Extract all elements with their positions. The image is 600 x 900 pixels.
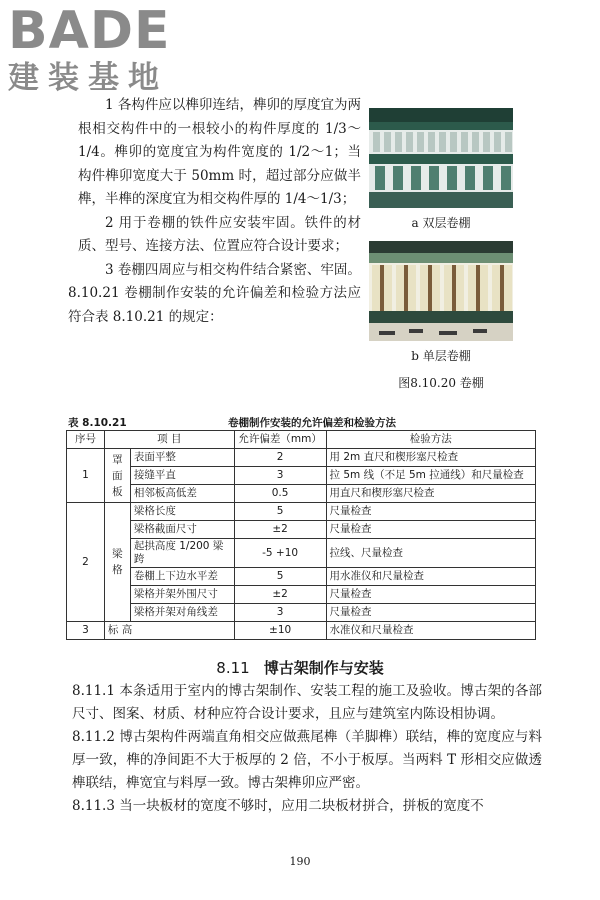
row-method: 尺量检查 (326, 604, 535, 622)
table-row (67, 539, 536, 568)
row-tolerance: -5 +10 (234, 539, 326, 568)
table-row (67, 622, 536, 640)
logo-subtitle: 建装基地 (8, 60, 168, 96)
row-item: 接缝平直 (130, 467, 234, 485)
row-item: 梁格长度 (130, 503, 234, 521)
double-layer-roof-photo (369, 108, 513, 208)
row-method: 尺量检查 (326, 586, 535, 604)
section-number: 8.11 (216, 659, 250, 677)
tolerance-table (66, 430, 536, 640)
row-item: 梁格并架对角线差 (130, 604, 234, 622)
figure-title: 图8.10.20 卷棚 (398, 376, 484, 390)
row-tolerance: ±2 (234, 521, 326, 539)
paragraph-3: 3 卷棚四周应与相交构件结合紧密、牢固。 (105, 261, 361, 278)
row-tolerance: 3 (234, 604, 326, 622)
row-item: 梁格截面尺寸 (130, 521, 234, 539)
row-method: 用 2m 直尺和楔形塞尺检查 (326, 449, 535, 467)
group-seq: 2 (67, 503, 105, 622)
header-method: 检验方法 (326, 431, 535, 449)
row-item: 表面平整 (130, 449, 234, 467)
row-item: 梁格并架外围尺寸 (130, 586, 234, 604)
row-item: 卷棚上下边水平差 (130, 568, 234, 586)
group-label: 标 高 (104, 622, 234, 640)
row-tolerance: 2 (234, 449, 326, 467)
paragraph-2: 2 用于卷棚的铁件应安装牢固。铁件的材质、型号、连接方法、位置应符合设计要求； (78, 214, 361, 254)
row-tolerance: 3 (234, 467, 326, 485)
figure-8-10-20 (366, 108, 516, 391)
clause-8-10-21: 8.10.21 卷棚制作安装的允许偏差和检验方法应符合表 8.10.21 的规定： (68, 285, 361, 325)
paragraph-1: 1 各构件应以榫卯连结，榫卯的厚度宜为两根相交构件中的一根较小的构件厚度的 1/3～1/4。榫卯的宽度宜为构件宽度的 1/2～1；当构件榫卯宽度大于 50mm 时，超过部分应做半榫，半榫的深度宜为相交构件厚的 1/4～1/3； (78, 97, 361, 207)
table-header-row (67, 431, 536, 449)
clause-8-11-3: 8.11.3 当一块板材的宽度不够时，应用二块板材拼合，拼板的宽度不 (72, 798, 484, 814)
table-row (67, 586, 536, 604)
group-label: 梁格 (104, 503, 130, 622)
row-tolerance: 0.5 (234, 485, 326, 503)
row-method: 尺量检查 (326, 503, 535, 521)
row-tolerance: 5 (234, 503, 326, 521)
header-seq: 序号 (67, 431, 105, 449)
group-seq: 3 (67, 622, 105, 640)
row-method: 拉线、尺量检查 (326, 539, 535, 568)
row-item: 起拱高度 1/200 梁跨 (130, 539, 234, 568)
intro-paragraphs (68, 94, 361, 329)
page-number: 190 (289, 855, 311, 868)
single-layer-roof-photo (369, 241, 513, 341)
bade-logo (8, 1, 171, 96)
logo-brand: BADE (8, 1, 171, 61)
row-tolerance: ±2 (234, 586, 326, 604)
row-method: 拉 5m 线（不足 5m 拉通线）和尺量检查 (326, 467, 535, 485)
table-number: 表 8.10.21 (68, 417, 127, 429)
table-row (67, 604, 536, 622)
table-title: 卷棚制作安装的允许偏差和检验方法 (228, 417, 396, 429)
row-method: 用水准仪和尺量检查 (326, 568, 535, 586)
group-label: 罩面板 (104, 449, 130, 503)
figure-caption-b: b 单层卷棚 (411, 349, 471, 363)
group-seq: 1 (67, 449, 105, 503)
table-row (67, 503, 536, 521)
row-method: 尺量检查 (326, 521, 535, 539)
row-tolerance: 5 (234, 568, 326, 586)
clause-8-11-2: 8.11.2 博古架构件两端直角相交应做燕尾榫（羊脚榫）联结，榫的宽度应与料厚一致，榫的净间距不大于板厚的 2 倍，不小于板厚。当两料 T 形相交应做透榫联结，榫宽宜与料厚一致。博古架榫卯应严密。 (72, 729, 542, 791)
header-item: 项 目 (104, 431, 234, 449)
row-tolerance: ±10 (234, 622, 326, 640)
clause-8-11-1: 8.11.1 本条适用于室内的博古架制作、安装工程的施工及验收。博古架的各部尺寸、图案、材质、材种应符合设计要求，且应与建筑室内陈设相协调。 (72, 683, 542, 722)
row-item: 相邻板高低差 (130, 485, 234, 503)
section-title-text: 博古架制作与安装 (263, 659, 384, 677)
header-tolerance: 允许偏差（mm） (234, 431, 326, 449)
table-row (67, 449, 536, 467)
row-method: 水准仪和尺量检查 (326, 622, 535, 640)
section-body (72, 680, 542, 818)
table-row (67, 485, 536, 503)
row-method: 用直尺和楔形塞尺检查 (326, 485, 535, 503)
table-row (67, 467, 536, 485)
table-row (67, 521, 536, 539)
section-heading (0, 657, 600, 678)
figure-caption-a: a 双层卷棚 (411, 216, 471, 230)
table-row (67, 568, 536, 586)
